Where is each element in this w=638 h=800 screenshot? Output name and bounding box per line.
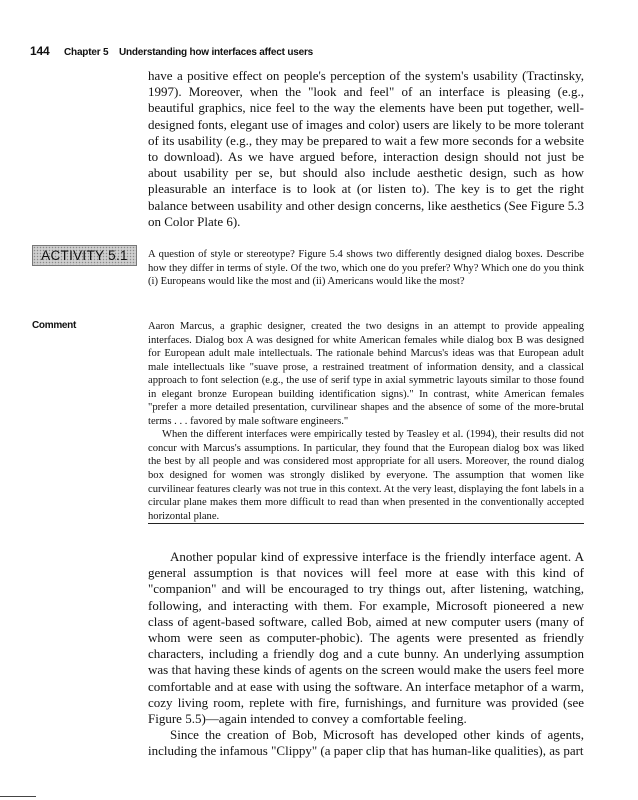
activity-text: A question of style or stereotype? Figure 5.4 shows two differently designed dialog boxes. Describe how they differ in terms of style. Of the two, which one do you prefer? Why? Which one do you think (i) Europeans would like the most and (ii) Americans would like the most? [148,249,584,288]
page-number: 144 [30,44,50,58]
activity-badge [32,245,137,266]
chapter-label: Chapter 5 [64,47,109,58]
section-divider [148,523,584,524]
page-edge-mark [0,796,36,797]
comment-label: Comment [32,320,77,331]
body-paragraph-2: Since the creation of Bob, Microsoft has developed other kinds of agents, including the infamous "Clippy" (a paper clip that has human-like qualities), as part [148,727,584,759]
activity-label: ACTIVITY 5.1 [41,248,128,263]
chapter-title: Understanding how interfaces affect users [118,47,314,58]
body-text [148,549,584,760]
comment-paragraph-2: When the different interfaces were empirically tested by Teasley et al. (1994), their results did not concur with Marcus's assumptions. In particular, they found that the European dialog box was liked the best by all people and was considered most appropriate for all users. Moreover, the round dialog box designed for women was strongly disliked by everyone. The assumption that women like curvilinear features clearly was not true in this context. At the very least, displaying the font labels in a circular plane makes them more difficult to read than when presented in the conventionally accepted horizontal plane. [148,429,584,522]
intro-paragraph: have a positive effect on people's perception of the system's usability (Tractinsky, 1997). Moreover, when the "look and feel" of an interface is pleasing (e.g., beautiful graphics, nice feel to the way the elements have been put together, well-designed fonts, elegant use of images and color) users are likely to be more tolerant of its usability (e.g., they may be prepared to wait a few more seconds for a website to download). As we have argued before, interaction design should not just be about usability per se, but should also include aesthetic design, such as how pleasurable an interface is to look at (or listen to). The key is to get the right balance between usability and other design concerns, like aesthetics (See Figure 5.3 on Color Plate 6). [148,68,584,229]
comment-text [148,320,584,523]
comment-paragraph-1: Aaron Marcus, a graphic designer, created the two designs in an attempt to provide appealing interfaces. Dialog box A was designed for white American females while dialog box B was designed for European adult male intellectuals. The rationale behind Marcus's ideas was that European adult male intellectuals like "suave prose, a restrained treatment of information density, and a classical approach to font selection (e.g., the use of serif type in axial symmetric layouts similar to those found in elegant bronze European building identification signs)." In contrast, white American females "prefer a more detailed presentation, curvilinear shapes and the absence of some of the more-brutal terms . . . favored by male software engineers." [148,321,584,427]
body-paragraph-1: Another popular kind of expressive interface is the friendly interface agent. A general assumption is that novices will feel more at ease with this kind of "companion" and will be encouraged to try things out, after listening, watching, following, and interacting with them. For example, Microsoft pioneered a new class of agent-based software, called Bob, aimed at new computer users (many of whom were seen as computer-phobic). The agents were presented as friendly characters, including a friendly dog and a cute bunny. An underlying assumption was that having these kinds of agents on the screen would make the users feel more comfortable and at ease with using the software. An interface metaphor of a warm, cozy living room, replete with fire, furnishings, and furniture was provided (see Figure 5.5)—again intended to convey a comfortable feeling. [148,549,584,727]
running-header [30,44,313,58]
